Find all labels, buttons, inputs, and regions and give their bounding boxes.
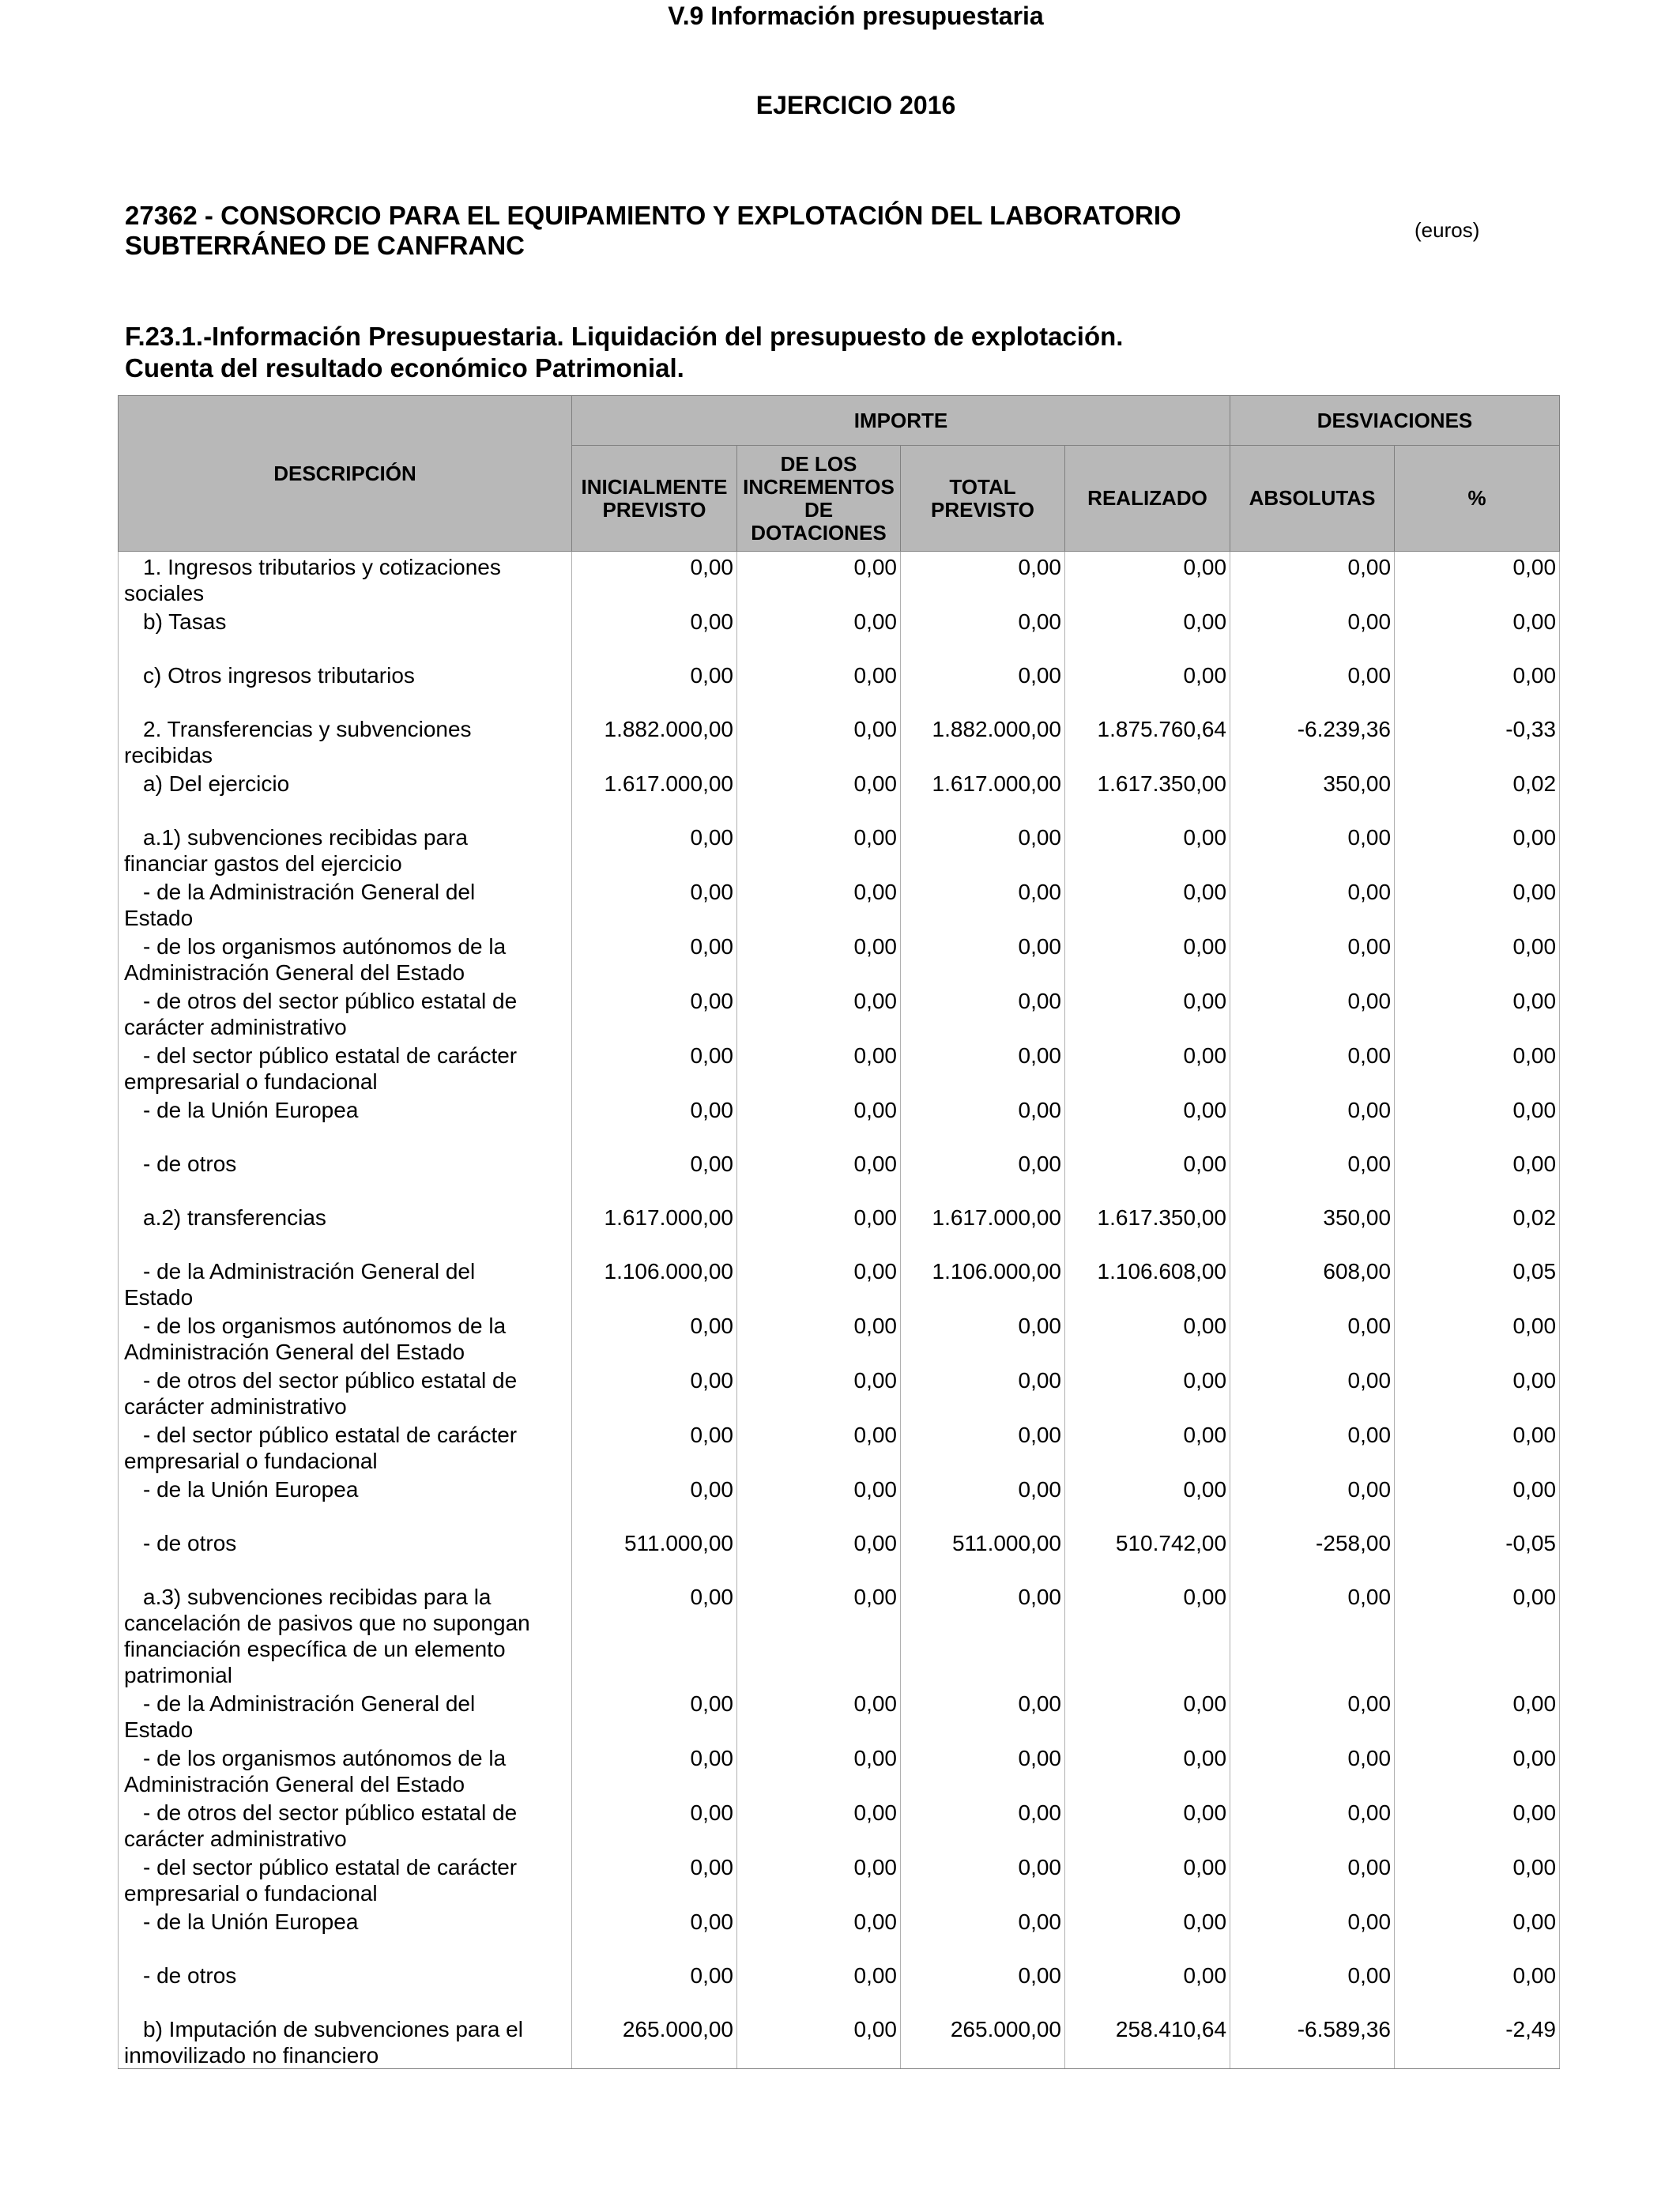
cell-realizado: 0,00: [1065, 876, 1230, 931]
cell-incrementos-dotaciones: 0,00: [737, 768, 901, 822]
cell-total-previsto: 265.000,00: [901, 2014, 1065, 2069]
header-text: PREVISTO: [930, 497, 1034, 522]
description-line: a) Del ejercicio: [143, 771, 290, 796]
header-text: DOTACIONES: [751, 520, 887, 545]
description-line: empresarial o fundacional: [124, 1069, 378, 1094]
cell-absolutas: -258,00: [1230, 1528, 1395, 1581]
cell-incrementos-dotaciones: 0,00: [737, 1202, 901, 1256]
table-row: [119, 2014, 1560, 2069]
table-row: [119, 822, 1560, 876]
cell-realizado: 0,00: [1065, 1852, 1230, 1906]
cell-incrementos-dotaciones: 0,00: [737, 1797, 901, 1852]
description-line: Estado: [124, 1717, 194, 1742]
cell-absolutas: 0,00: [1230, 1743, 1395, 1797]
cell-percent: 0,02: [1395, 1202, 1560, 1256]
description-line: Estado: [124, 1285, 194, 1310]
cell-incrementos-dotaciones: 0,00: [737, 1688, 901, 1743]
cell-total-previsto: 0,00: [901, 606, 1065, 660]
row-description: [119, 1040, 572, 1095]
description-line: - de otros: [143, 1152, 237, 1176]
description-line: - de otros del sector público estatal de: [143, 1800, 518, 1825]
row-description: [119, 606, 572, 660]
cell-percent: -0,33: [1395, 714, 1560, 768]
cell-percent: 0,00: [1395, 1906, 1560, 1960]
row-description: [119, 1688, 572, 1743]
cell-total-previsto: 0,00: [901, 660, 1065, 714]
units-label: (euros): [1414, 218, 1480, 242]
table-row: [119, 1528, 1560, 1581]
cell-percent: 0,00: [1395, 1960, 1560, 2014]
cell-incrementos-dotaciones: 0,00: [737, 1852, 901, 1906]
cell-realizado: 1.617.350,00: [1065, 768, 1230, 822]
table-row: [119, 931, 1560, 986]
table-row: [119, 1581, 1560, 1688]
cell-total-previsto: 0,00: [901, 1040, 1065, 1095]
table-row: [119, 1852, 1560, 1906]
cell-absolutas: -6.589,36: [1230, 2014, 1395, 2069]
table-row: [119, 1960, 1560, 2014]
row-description: [119, 1960, 572, 2014]
cell-total-previsto: 0,00: [901, 986, 1065, 1040]
description-line: - de la Unión Europea: [143, 1909, 359, 1934]
cell-total-previsto: 1.617.000,00: [901, 768, 1065, 822]
description-line: Administración General del Estado: [124, 960, 465, 985]
description-line: 2. Transferencias y subvenciones: [143, 717, 472, 741]
row-description: [119, 1906, 572, 1960]
cell-absolutas: -6.239,36: [1230, 714, 1395, 768]
cell-percent: 0,00: [1395, 1852, 1560, 1906]
cell-inicialmente-previsto: 0,00: [572, 1960, 737, 2014]
cell-absolutas: 0,00: [1230, 606, 1395, 660]
cell-inicialmente-previsto: 0,00: [572, 1310, 737, 1365]
row-description: [119, 1581, 572, 1688]
cell-total-previsto: 0,00: [901, 931, 1065, 986]
cell-percent: 0,00: [1395, 931, 1560, 986]
cell-total-previsto: 0,00: [901, 1743, 1065, 1797]
cell-inicialmente-previsto: 0,00: [572, 876, 737, 931]
cell-total-previsto: 0,00: [901, 822, 1065, 876]
cell-incrementos-dotaciones: 0,00: [737, 552, 901, 607]
cell-total-previsto: 0,00: [901, 1852, 1065, 1906]
header-realizado: REALIZADO: [1065, 446, 1230, 552]
row-description: [119, 1528, 572, 1581]
table-row: [119, 606, 1560, 660]
cell-inicialmente-previsto: 0,00: [572, 660, 737, 714]
row-description: [119, 1419, 572, 1474]
description-line: financiación específica de un elemento: [124, 1637, 506, 1661]
row-description: [119, 931, 572, 986]
header-text: INCREMENTOS: [743, 474, 895, 499]
cell-realizado: 1.106.608,00: [1065, 1256, 1230, 1310]
cell-percent: 0,00: [1395, 1365, 1560, 1419]
cell-inicialmente-previsto: 0,00: [572, 1852, 737, 1906]
row-description: [119, 714, 572, 768]
cell-realizado: 258.410,64: [1065, 2014, 1230, 2069]
cell-total-previsto: 0,00: [901, 1906, 1065, 1960]
cell-incrementos-dotaciones: 0,00: [737, 1148, 901, 1202]
cell-total-previsto: 511.000,00: [901, 1528, 1065, 1581]
header-text: INICIALMENTE: [581, 474, 728, 499]
table-row: [119, 714, 1560, 768]
cell-percent: 0,00: [1395, 1095, 1560, 1148]
cell-percent: 0,00: [1395, 1040, 1560, 1095]
form-title-line-1: F.23.1.-Información Presupuestaria. Liquidación del presupuesto de explotación.: [125, 322, 1124, 351]
table-row: [119, 1365, 1560, 1419]
entity-name: [125, 201, 1181, 261]
cell-incrementos-dotaciones: 0,00: [737, 931, 901, 986]
row-description: [119, 768, 572, 822]
row-description: [119, 2014, 572, 2069]
cell-absolutas: 0,00: [1230, 1310, 1395, 1365]
cell-incrementos-dotaciones: 0,00: [737, 1960, 901, 2014]
cell-incrementos-dotaciones: 0,00: [737, 1906, 901, 1960]
cell-inicialmente-previsto: 1.106.000,00: [572, 1256, 737, 1310]
cell-absolutas: 0,00: [1230, 1148, 1395, 1202]
cell-percent: 0,05: [1395, 1256, 1560, 1310]
cell-percent: 0,00: [1395, 876, 1560, 931]
cell-absolutas: 0,00: [1230, 1474, 1395, 1528]
table-row: [119, 1040, 1560, 1095]
description-line: empresarial o fundacional: [124, 1449, 378, 1473]
cell-inicialmente-previsto: 1.882.000,00: [572, 714, 737, 768]
cell-percent: 0,00: [1395, 1743, 1560, 1797]
description-line: b) Imputación de subvenciones para el: [143, 2017, 523, 2041]
description-line: sociales: [124, 581, 205, 605]
cell-realizado: 0,00: [1065, 931, 1230, 986]
cell-realizado: 1.617.350,00: [1065, 1202, 1230, 1256]
cell-absolutas: 0,00: [1230, 1906, 1395, 1960]
cell-total-previsto: 1.882.000,00: [901, 714, 1065, 768]
cell-absolutas: 350,00: [1230, 1202, 1395, 1256]
cell-absolutas: 0,00: [1230, 1581, 1395, 1688]
description-line: c) Otros ingresos tributarios: [143, 663, 415, 688]
cell-absolutas: 0,00: [1230, 660, 1395, 714]
cell-realizado: 0,00: [1065, 1148, 1230, 1202]
cell-realizado: 510.742,00: [1065, 1528, 1230, 1581]
description-line: carácter administrativo: [124, 1826, 347, 1851]
cell-incrementos-dotaciones: 0,00: [737, 1528, 901, 1581]
description-line: a.2) transferencias: [143, 1205, 326, 1230]
description-line: inmovilizado no financiero: [124, 2043, 379, 2068]
description-line: - de la Administración General del: [143, 1691, 476, 1716]
description-line: a.3) subvenciones recibidas para la: [143, 1585, 492, 1609]
cell-inicialmente-previsto: 0,00: [572, 1474, 737, 1528]
cell-percent: 0,00: [1395, 822, 1560, 876]
cell-percent: 0,00: [1395, 552, 1560, 607]
description-line: a.1) subvenciones recibidas para: [143, 825, 468, 850]
cell-percent: 0,00: [1395, 1688, 1560, 1743]
cell-incrementos-dotaciones: 0,00: [737, 1365, 901, 1419]
table-row: [119, 1419, 1560, 1474]
cell-total-previsto: 0,00: [901, 1310, 1065, 1365]
row-description: [119, 1474, 572, 1528]
table-row: [119, 552, 1560, 607]
table-row: [119, 986, 1560, 1040]
header-importe: IMPORTE: [572, 396, 1230, 446]
cell-percent: -2,49: [1395, 2014, 1560, 2069]
row-description: [119, 876, 572, 931]
section-title: V.9 Información presupuestaria: [668, 2, 1044, 30]
cell-inicialmente-previsto: 0,00: [572, 1743, 737, 1797]
header-text: DE: [804, 497, 834, 522]
description-line: Administración General del Estado: [124, 1772, 465, 1796]
cell-incrementos-dotaciones: 0,00: [737, 1310, 901, 1365]
cell-incrementos-dotaciones: 0,00: [737, 1474, 901, 1528]
cell-inicialmente-previsto: 265.000,00: [572, 2014, 737, 2069]
description-line: patrimonial: [124, 1663, 232, 1687]
description-line: carácter administrativo: [124, 1394, 347, 1419]
cell-realizado: 0,00: [1065, 660, 1230, 714]
cell-incrementos-dotaciones: 0,00: [737, 986, 901, 1040]
description-line: - de otros: [143, 1963, 237, 1988]
cell-inicialmente-previsto: 0,00: [572, 1095, 737, 1148]
cell-absolutas: 0,00: [1230, 986, 1395, 1040]
cell-realizado: 0,00: [1065, 1960, 1230, 2014]
cell-total-previsto: 0,00: [901, 876, 1065, 931]
row-description: [119, 1256, 572, 1310]
description-line: carácter administrativo: [124, 1015, 347, 1039]
table-row: [119, 876, 1560, 931]
row-description: [119, 1095, 572, 1148]
description-line: - del sector público estatal de carácter: [143, 1423, 518, 1447]
cell-incrementos-dotaciones: 0,00: [737, 822, 901, 876]
table-row: [119, 768, 1560, 822]
cell-absolutas: 0,00: [1230, 931, 1395, 986]
cell-realizado: 0,00: [1065, 1040, 1230, 1095]
table-row: [119, 660, 1560, 714]
description-line: Administración General del Estado: [124, 1340, 465, 1364]
cell-percent: 0,00: [1395, 1419, 1560, 1474]
description-line: financiar gastos del ejercicio: [124, 851, 402, 876]
cell-total-previsto: 0,00: [901, 1474, 1065, 1528]
table-row: [119, 1474, 1560, 1528]
cell-total-previsto: 0,00: [901, 1365, 1065, 1419]
description-line: - de otros del sector público estatal de: [143, 1368, 518, 1393]
cell-incrementos-dotaciones: 0,00: [737, 1419, 901, 1474]
cell-absolutas: 0,00: [1230, 822, 1395, 876]
header-total-previsto: [901, 446, 1065, 552]
row-description: [119, 986, 572, 1040]
table-row: [119, 1688, 1560, 1743]
row-description: [119, 822, 572, 876]
row-description: [119, 552, 572, 607]
cell-inicialmente-previsto: 0,00: [572, 552, 737, 607]
cell-total-previsto: 0,00: [901, 1581, 1065, 1688]
cell-percent: 0,00: [1395, 606, 1560, 660]
table-row: [119, 1743, 1560, 1797]
row-description: [119, 660, 572, 714]
header-inicialmente-previsto: [572, 446, 737, 552]
entity-name-line-1: 27362 - CONSORCIO PARA EL EQUIPAMIENTO Y EXPLOTACIÓN DEL LABORATORIO: [125, 201, 1181, 230]
description-line: empresarial o fundacional: [124, 1881, 378, 1906]
cell-realizado: 0,00: [1065, 552, 1230, 607]
cell-realizado: 1.875.760,64: [1065, 714, 1230, 768]
form-title: [125, 321, 1123, 384]
cell-percent: 0,00: [1395, 1797, 1560, 1852]
cell-incrementos-dotaciones: 0,00: [737, 1743, 901, 1797]
form-title-line-2: Cuenta del resultado económico Patrimonial.: [125, 353, 684, 383]
description-line: - de los organismos autónomos de la: [143, 1314, 507, 1338]
description-line: - de la Administración General del: [143, 1259, 476, 1284]
exercise-title: EJERCICIO 2016: [755, 91, 956, 119]
cell-realizado: 0,00: [1065, 606, 1230, 660]
entity-name-line-2: SUBTERRÁNEO DE CANFRANC: [125, 231, 525, 260]
header-incrementos-dotaciones: [737, 446, 901, 552]
cell-total-previsto: 0,00: [901, 1148, 1065, 1202]
cell-percent: 0,00: [1395, 1148, 1560, 1202]
description-line: recibidas: [124, 743, 213, 767]
cell-realizado: 0,00: [1065, 1688, 1230, 1743]
cell-inicialmente-previsto: 0,00: [572, 1419, 737, 1474]
cell-absolutas: 0,00: [1230, 1797, 1395, 1852]
description-line: cancelación de pasivos que no supongan: [124, 1611, 530, 1635]
cell-absolutas: 608,00: [1230, 1256, 1395, 1310]
cell-inicialmente-previsto: 1.617.000,00: [572, 768, 737, 822]
cell-realizado: 0,00: [1065, 822, 1230, 876]
cell-inicialmente-previsto: 0,00: [572, 606, 737, 660]
cell-incrementos-dotaciones: 0,00: [737, 606, 901, 660]
description-line: - de los organismos autónomos de la: [143, 1746, 507, 1770]
cell-total-previsto: 0,00: [901, 1960, 1065, 2014]
cell-total-previsto: 1.106.000,00: [901, 1256, 1065, 1310]
cell-inicialmente-previsto: 0,00: [572, 1365, 737, 1419]
cell-inicialmente-previsto: 0,00: [572, 1797, 737, 1852]
cell-realizado: 0,00: [1065, 1474, 1230, 1528]
cell-percent: 0,00: [1395, 1581, 1560, 1688]
header-descripcion: DESCRIPCIÓN: [119, 396, 572, 552]
cell-absolutas: 0,00: [1230, 1852, 1395, 1906]
cell-absolutas: 0,00: [1230, 1419, 1395, 1474]
cell-absolutas: 0,00: [1230, 1960, 1395, 2014]
cell-incrementos-dotaciones: 0,00: [737, 714, 901, 768]
cell-percent: -0,05: [1395, 1528, 1560, 1581]
cell-incrementos-dotaciones: 0,00: [737, 660, 901, 714]
table-row: [119, 1095, 1560, 1148]
description-line: - de otros del sector público estatal de: [143, 989, 518, 1013]
table-row: [119, 1256, 1560, 1310]
cell-realizado: 0,00: [1065, 1797, 1230, 1852]
cell-inicialmente-previsto: 0,00: [572, 986, 737, 1040]
description-line: - de la Unión Europea: [143, 1477, 359, 1502]
description-line: - de la Unión Europea: [143, 1098, 359, 1122]
description-line: b) Tasas: [143, 609, 227, 634]
cell-inicialmente-previsto: 1.617.000,00: [572, 1202, 737, 1256]
cell-realizado: 0,00: [1065, 1419, 1230, 1474]
cell-inicialmente-previsto: 0,00: [572, 1688, 737, 1743]
cell-inicialmente-previsto: 0,00: [572, 1581, 737, 1688]
cell-percent: 0,00: [1395, 1474, 1560, 1528]
description-line: - del sector público estatal de carácter: [143, 1855, 518, 1879]
cell-total-previsto: 0,00: [901, 552, 1065, 607]
cell-percent: 0,00: [1395, 1310, 1560, 1365]
cell-inicialmente-previsto: 0,00: [572, 1906, 737, 1960]
header-percent: %: [1395, 446, 1560, 552]
cell-absolutas: 0,00: [1230, 1365, 1395, 1419]
cell-absolutas: 0,00: [1230, 552, 1395, 607]
header-text: PREVISTO: [602, 497, 706, 522]
cell-absolutas: 0,00: [1230, 1095, 1395, 1148]
table-row: [119, 1148, 1560, 1202]
table-row: [119, 1906, 1560, 1960]
cell-inicialmente-previsto: 0,00: [572, 1148, 737, 1202]
cell-percent: 0,00: [1395, 986, 1560, 1040]
row-description: [119, 1365, 572, 1419]
cell-realizado: 0,00: [1065, 1095, 1230, 1148]
cell-realizado: 0,00: [1065, 1310, 1230, 1365]
description-line: - de otros: [143, 1531, 237, 1555]
cell-total-previsto: 0,00: [901, 1095, 1065, 1148]
description-line: 1. Ingresos tributarios y cotizaciones: [143, 555, 501, 579]
cell-realizado: 0,00: [1065, 1365, 1230, 1419]
description-line: - de la Administración General del: [143, 880, 476, 904]
cell-incrementos-dotaciones: 0,00: [737, 2014, 901, 2069]
row-description: [119, 1202, 572, 1256]
table-row: [119, 1310, 1560, 1365]
cell-realizado: 0,00: [1065, 986, 1230, 1040]
header-desviaciones: DESVIACIONES: [1230, 396, 1560, 446]
description-line: - del sector público estatal de carácter: [143, 1043, 518, 1068]
cell-incrementos-dotaciones: 0,00: [737, 1095, 901, 1148]
cell-realizado: 0,00: [1065, 1743, 1230, 1797]
cell-absolutas: 0,00: [1230, 1688, 1395, 1743]
cell-inicialmente-previsto: 0,00: [572, 1040, 737, 1095]
header-text: DE LOS: [780, 451, 857, 476]
cell-total-previsto: 1.617.000,00: [901, 1202, 1065, 1256]
row-description: [119, 1797, 572, 1852]
cell-absolutas: 0,00: [1230, 1040, 1395, 1095]
description-line: Estado: [124, 906, 194, 930]
row-description: [119, 1310, 572, 1365]
cell-inicialmente-previsto: 0,00: [572, 931, 737, 986]
cell-total-previsto: 0,00: [901, 1688, 1065, 1743]
cell-percent: 0,02: [1395, 768, 1560, 822]
cell-total-previsto: 0,00: [901, 1797, 1065, 1852]
cell-incrementos-dotaciones: 0,00: [737, 876, 901, 931]
cell-incrementos-dotaciones: 0,00: [737, 1581, 901, 1688]
cell-total-previsto: 0,00: [901, 1419, 1065, 1474]
cell-percent: 0,00: [1395, 660, 1560, 714]
header-absolutas: ABSOLUTAS: [1230, 446, 1395, 552]
cell-absolutas: 350,00: [1230, 768, 1395, 822]
table-row: [119, 1202, 1560, 1256]
cell-inicialmente-previsto: 511.000,00: [572, 1528, 737, 1581]
row-description: [119, 1148, 572, 1202]
cell-realizado: 0,00: [1065, 1581, 1230, 1688]
row-description: [119, 1852, 572, 1906]
row-description: [119, 1743, 572, 1797]
cell-realizado: 0,00: [1065, 1906, 1230, 1960]
cell-incrementos-dotaciones: 0,00: [737, 1040, 901, 1095]
description-line: - de los organismos autónomos de la: [143, 934, 507, 959]
header-text: TOTAL: [949, 474, 1016, 499]
cell-incrementos-dotaciones: 0,00: [737, 1256, 901, 1310]
cell-absolutas: 0,00: [1230, 876, 1395, 931]
budget-table: [118, 395, 1560, 2069]
table-row: [119, 1797, 1560, 1852]
cell-inicialmente-previsto: 0,00: [572, 822, 737, 876]
